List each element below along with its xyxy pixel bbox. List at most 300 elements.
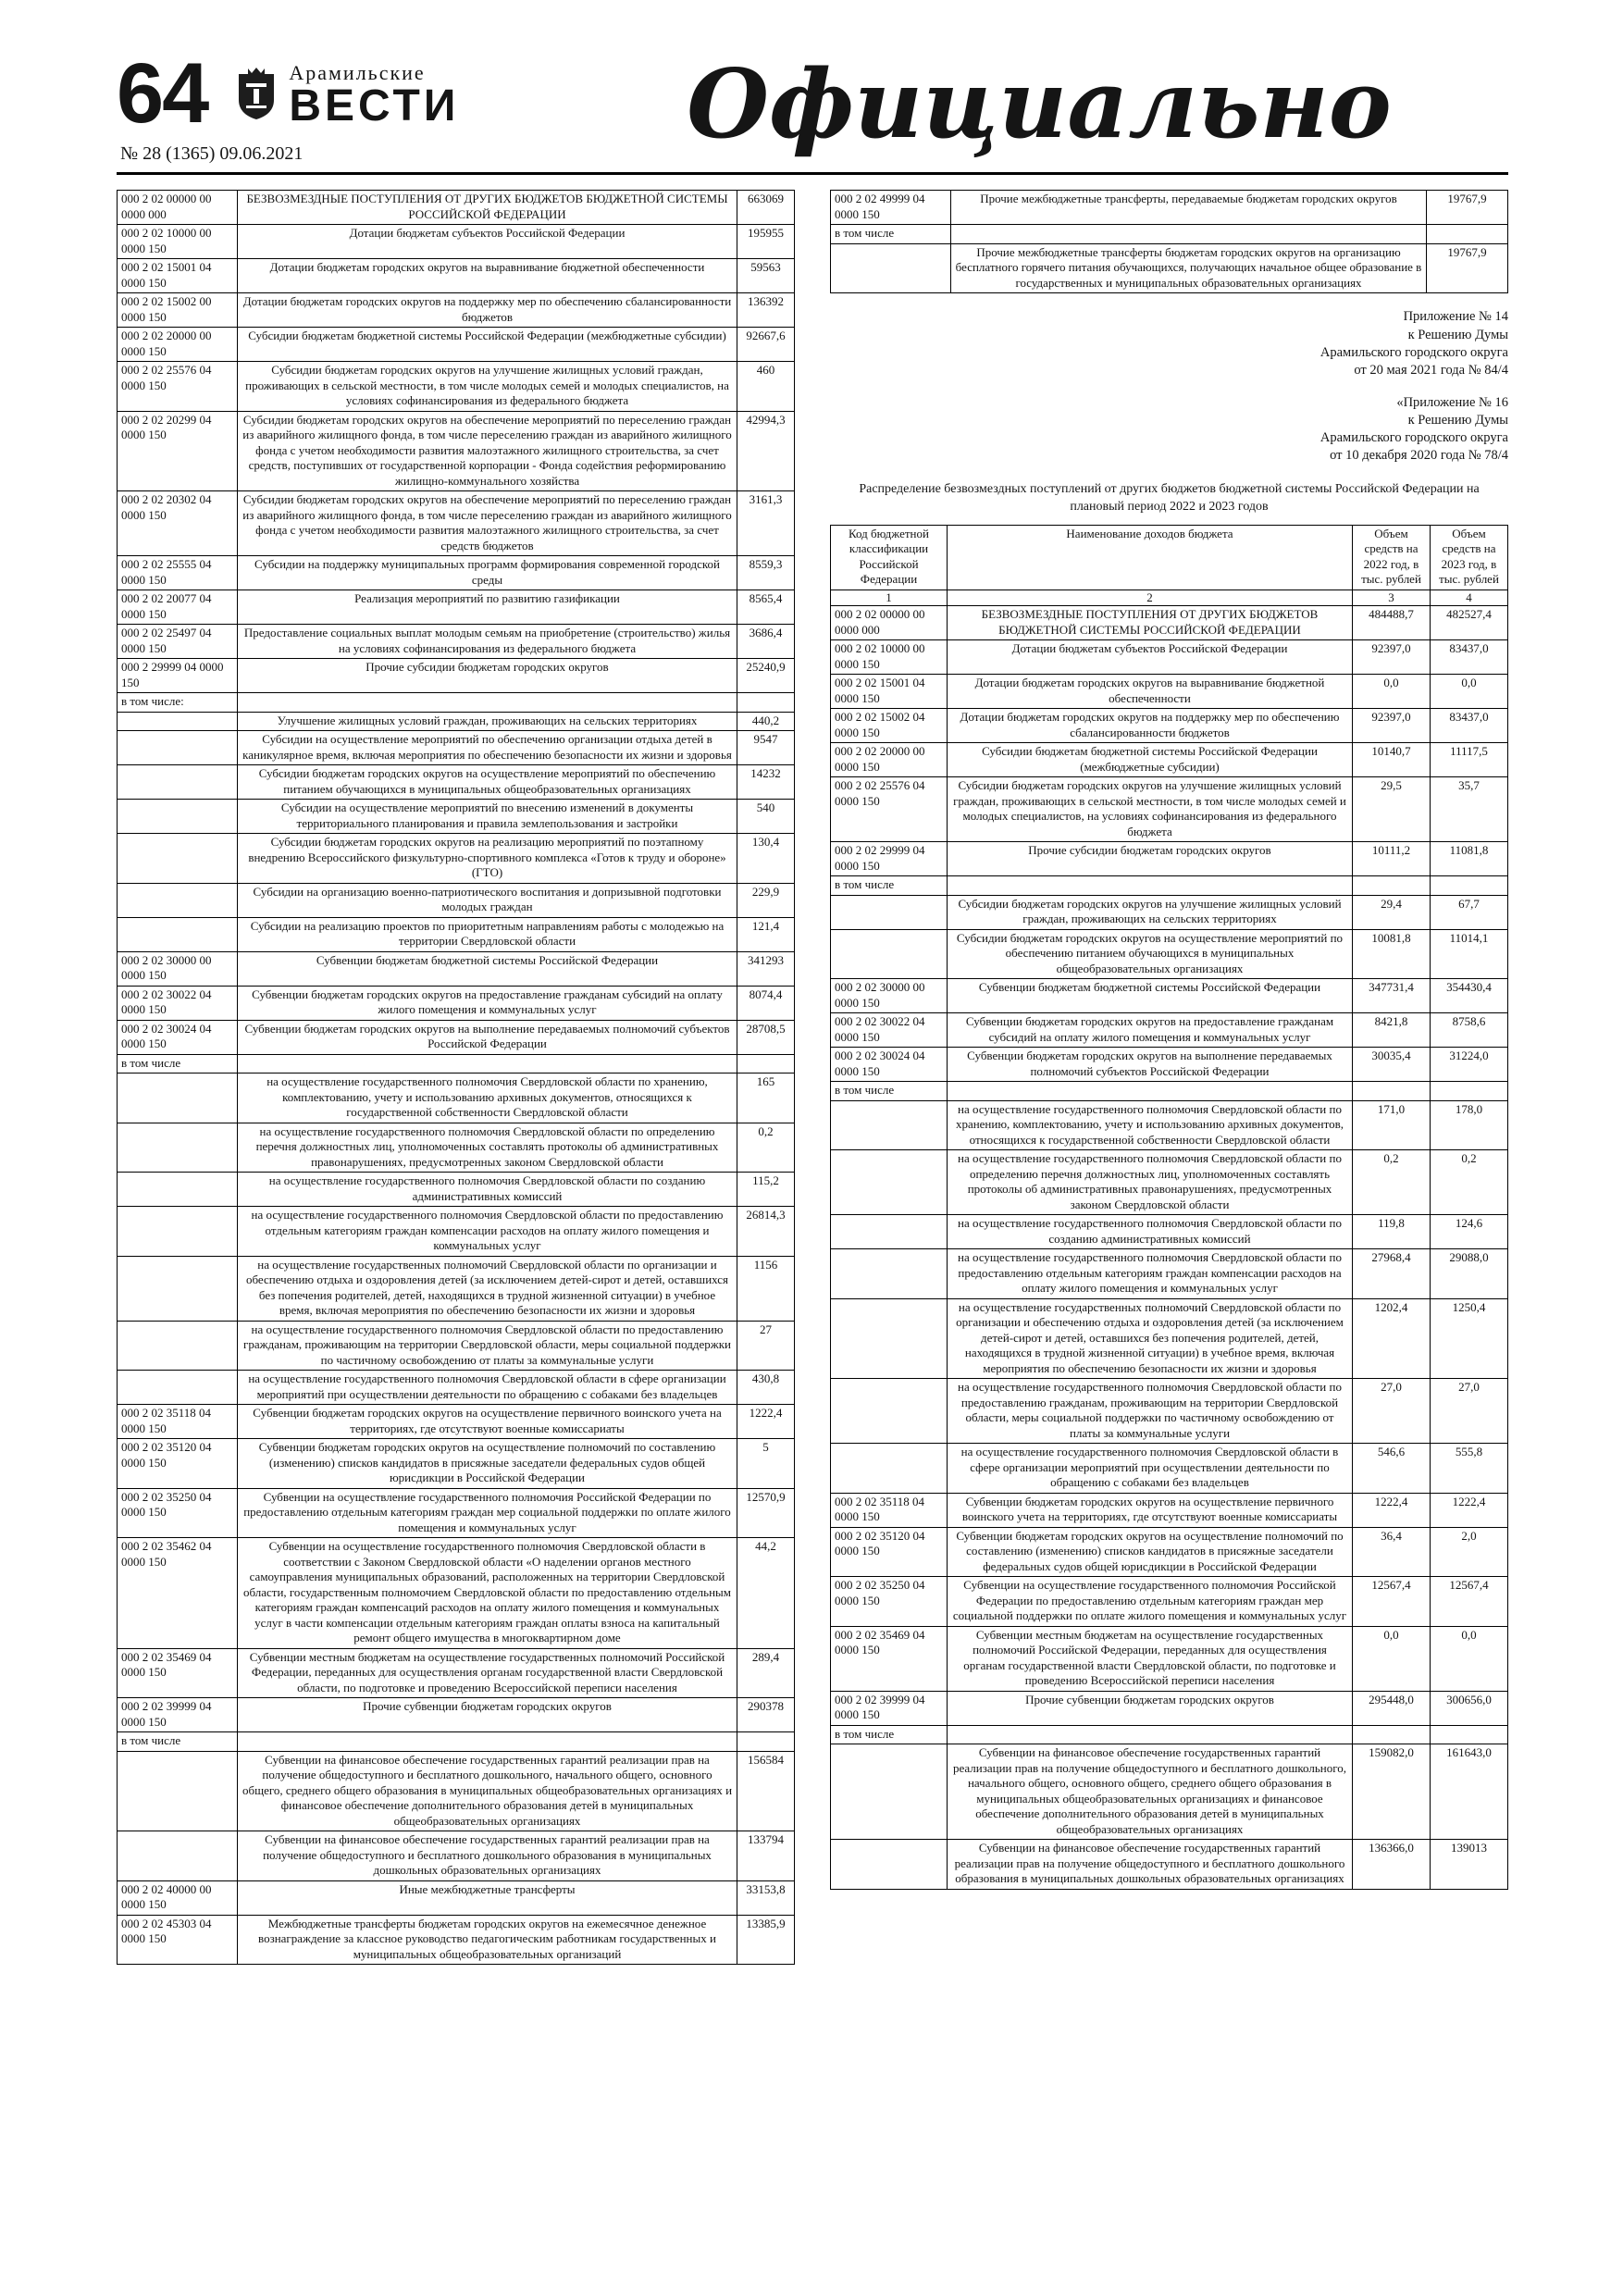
cell-a23: 555,8 bbox=[1431, 1444, 1508, 1494]
table-row bbox=[118, 191, 795, 225]
cell-a23: 139013 bbox=[1431, 1840, 1508, 1890]
cell-a22: 30035,4 bbox=[1353, 1048, 1431, 1082]
table-row bbox=[118, 1207, 795, 1257]
table-row bbox=[118, 800, 795, 834]
cell-desc: на осуществление государственного полномочия Свердловской области по хранению, комплектованию, учету и использованию архивных документов, относящихся к государственной собственности Свердловской области bbox=[238, 1074, 737, 1123]
cell-desc: Дотации бюджетам субъектов Российской Федерации bbox=[238, 225, 737, 259]
cell-desc: Дотации бюджетам городских округов на выравнивание бюджетной обеспеченности bbox=[238, 259, 737, 293]
table-row bbox=[831, 675, 1508, 709]
cell-amt: 12570,9 bbox=[737, 1488, 795, 1538]
cell-desc: на осуществление государственного полномочия Свердловской области по созданию административных комиссий bbox=[948, 1215, 1353, 1249]
cell-a23: 35,7 bbox=[1431, 777, 1508, 842]
cell-desc: Прочие субсидии бюджетам городских округов bbox=[948, 842, 1353, 876]
cell-code: 000 2 02 25576 04 0000 150 bbox=[118, 362, 238, 412]
table-row bbox=[118, 1371, 795, 1405]
cell-a22: 29,5 bbox=[1353, 777, 1431, 842]
cell-desc: на осуществление государственного полномочия Свердловской области в сфере организации мероприятий при осуществлении деятельности по обращению с собаками без владельцев bbox=[948, 1444, 1353, 1494]
budget-table-2021-continued bbox=[830, 190, 1508, 293]
cell-desc: Субвенции бюджетам городских округов на осуществление полномочий по составлению (изменению) списков кандидатов в присяжные заседатели федеральных судов общей юрисдикции в Российской Федерации bbox=[948, 1527, 1353, 1577]
cell-desc: Улучшение жилищных условий граждан, проживающих на сельских территориях bbox=[238, 712, 737, 731]
cell-desc: Субвенции бюджетам бюджетной системы Российской Федерации bbox=[948, 979, 1353, 1013]
cell-desc: Дотации бюджетам субъектов Российской Федерации bbox=[948, 640, 1353, 675]
cell-desc: Дотации бюджетам городских округов на поддержку мер по обеспечению сбалансированности бюджетов bbox=[238, 293, 737, 328]
cell-code: 000 2 02 39999 04 0000 150 bbox=[831, 1691, 948, 1725]
cell-code: 000 2 02 40000 00 0000 150 bbox=[118, 1880, 238, 1915]
cell-amt: 289,4 bbox=[737, 1648, 795, 1698]
table2-header-row bbox=[831, 525, 1508, 590]
cell-a22: 1222,4 bbox=[1353, 1493, 1431, 1527]
cell-code: 000 2 02 39999 04 0000 150 bbox=[118, 1698, 238, 1732]
table-row bbox=[831, 929, 1508, 979]
cell-a22: 12567,4 bbox=[1353, 1577, 1431, 1627]
table-row bbox=[118, 731, 795, 765]
cell-a23: 31224,0 bbox=[1431, 1048, 1508, 1082]
cell-amt: 9547 bbox=[737, 731, 795, 765]
table-row bbox=[118, 1488, 795, 1538]
table-row bbox=[118, 1915, 795, 1965]
table-row bbox=[118, 1074, 795, 1123]
cell-desc: Субвенции на финансовое обеспечение государственных гарантий реализации прав на получение общедоступного и бесплатного дошкольного образования в муниципальных дошкольных образовательных организациях bbox=[238, 1831, 737, 1881]
table-row bbox=[118, 1751, 795, 1831]
cell-desc: Субвенции бюджетам городских округов на выполнение передаваемых полномочий субъектов Российской Федерации bbox=[948, 1048, 1353, 1082]
table-row bbox=[831, 640, 1508, 675]
cell-a22: 36,4 bbox=[1353, 1527, 1431, 1577]
cell-amt: 130,4 bbox=[737, 834, 795, 884]
cell-a22: 10081,8 bbox=[1353, 929, 1431, 979]
cell-code bbox=[118, 834, 238, 884]
cell-code bbox=[831, 1215, 948, 1249]
cell-desc: Субвенции бюджетам бюджетной системы Российской Федерации bbox=[238, 951, 737, 986]
cell-a23: 124,6 bbox=[1431, 1215, 1508, 1249]
cell-amt: 133794 bbox=[737, 1831, 795, 1881]
cell-desc: Субсидии бюджетам городских округов на осуществление мероприятий по обеспечению питанием обучающихся в муниципальных общеобразовательных организациях bbox=[238, 765, 737, 800]
cell-a22: 92397,0 bbox=[1353, 640, 1431, 675]
cell-desc: Субвенции на финансовое обеспечение государственных гарантий реализации прав на получение общедоступного и бесплатного дошкольного, начального общего, основного общего, среднего общего образования в муниципальных общеобразовательных организациях и финансовое обеспечение дополнительного образования детей в муниципальных общеобразовательных организациях bbox=[948, 1744, 1353, 1840]
masthead bbox=[235, 61, 459, 128]
issue-line: № 28 (1365) 09.06.2021 bbox=[120, 143, 304, 165]
cell-code: 000 2 02 29999 04 0000 150 bbox=[831, 842, 948, 876]
table-row bbox=[118, 625, 795, 659]
cell-desc: Субсидии бюджетам бюджетной системы Российской Федерации (межбюджетные субсидии) bbox=[238, 328, 737, 362]
cell-desc: Субвенции бюджетам городских округов на осуществление первичного воинского учета на территориях, где отсутствуют военные комиссариаты bbox=[948, 1493, 1353, 1527]
cell-code bbox=[831, 1444, 948, 1494]
table-row bbox=[118, 712, 795, 731]
cell-desc: Субсидии на поддержку муниципальных программ формирования современной городской среды bbox=[238, 556, 737, 590]
cell-code bbox=[118, 1173, 238, 1207]
cell-amt: 121,4 bbox=[737, 917, 795, 951]
table-row bbox=[831, 243, 1508, 293]
cell-amt: 19767,9 bbox=[1427, 191, 1508, 225]
table-row bbox=[831, 1013, 1508, 1048]
annex-line: от 10 декабря 2020 года № 78/4 bbox=[1330, 448, 1508, 464]
cell-desc: Субвенции бюджетам городских округов на осуществление полномочий по составлению (изменению) списков кандидатов в присяжные заседатели федеральных судов общей юрисдикции в Российской Федерации bbox=[238, 1439, 737, 1489]
cell-a23: 27,0 bbox=[1431, 1379, 1508, 1444]
cell-desc: Субсидии бюджетам городских округов на улучшение жилищных условий граждан, проживающих на сельских территориях bbox=[948, 895, 1353, 929]
left-column bbox=[117, 190, 795, 1965]
cell-desc: на осуществление государственного полномочия Свердловской области по предоставлению отдельным категориям граждан компенсации расходов на оплату жилого помещения и коммунальных услуг bbox=[238, 1207, 737, 1257]
table-row bbox=[118, 1538, 795, 1649]
cell-code: 000 2 02 20299 04 0000 150 bbox=[118, 411, 238, 491]
table-row bbox=[118, 259, 795, 293]
table-row bbox=[831, 1527, 1508, 1577]
table2-header-2022: Объем средств на 2022 год, в тыс. рублей bbox=[1353, 525, 1431, 590]
cell-amt: 19767,9 bbox=[1427, 243, 1508, 293]
table-row bbox=[118, 986, 795, 1020]
cell-code: 000 2 02 25576 04 0000 150 bbox=[831, 777, 948, 842]
cell-a22: 347731,4 bbox=[1353, 979, 1431, 1013]
table-row bbox=[831, 1100, 1508, 1150]
section-row bbox=[831, 225, 1508, 244]
cell-a22: 1202,4 bbox=[1353, 1298, 1431, 1379]
table-row bbox=[831, 895, 1508, 929]
cell-amt: 14232 bbox=[737, 765, 795, 800]
cell-code: в том числе bbox=[831, 876, 948, 896]
cell-desc: на осуществление государственных полномочий Свердловской области по организации и обеспечению отдыха и оздоровления детей (за исключением детей-сирот и детей, оставшихся без попечения родителей, детей, находящихся в трудной жизненной ситуации) в учебное время, включая мероприятия по обеспечению безопасности их жизни и здоровья bbox=[238, 1256, 737, 1321]
table-row bbox=[118, 1698, 795, 1732]
table-row bbox=[118, 1648, 795, 1698]
cell-code bbox=[831, 929, 948, 979]
cell-a23: 11081,8 bbox=[1431, 842, 1508, 876]
cell-a22: 0,0 bbox=[1353, 675, 1431, 709]
header-top-row bbox=[117, 46, 598, 141]
cell-a22: 546,6 bbox=[1353, 1444, 1431, 1494]
right-column bbox=[830, 190, 1508, 1889]
table-row bbox=[831, 191, 1508, 225]
cell-code bbox=[118, 1123, 238, 1173]
section-row bbox=[831, 1725, 1508, 1744]
cell-desc: Субсидии на реализацию проектов по приоритетным направлениям работы с молодежью на территории Свердловской области bbox=[238, 917, 737, 951]
table2-header-2023: Объем средств на 2023 год, в тыс. рублей bbox=[1431, 525, 1508, 590]
cell-code bbox=[831, 1100, 948, 1150]
header-left-block bbox=[117, 46, 598, 165]
masthead-title: ВЕСТИ bbox=[289, 81, 460, 130]
column-number: 3 bbox=[1353, 590, 1431, 606]
cell-amt: 25240,9 bbox=[737, 659, 795, 693]
table-row bbox=[831, 1840, 1508, 1890]
cell-desc: на осуществление государственного полномочия Свердловской области в сфере организации мероприятий при осуществлении деятельности по обращению с собаками без владельцев bbox=[238, 1371, 737, 1405]
cell-a22: 171,0 bbox=[1353, 1100, 1431, 1150]
table-row bbox=[118, 411, 795, 491]
cell-code bbox=[831, 1744, 948, 1840]
cell-a22: 8421,8 bbox=[1353, 1013, 1431, 1048]
annex-note-14 bbox=[830, 308, 1508, 379]
table-row bbox=[831, 842, 1508, 876]
cell-desc: Предоставление социальных выплат молодым семьям на приобретение (строительство) жилья на условиях софинансирования из федерального бюджета bbox=[238, 625, 737, 659]
table-row bbox=[118, 1123, 795, 1173]
cell-desc: Дотации бюджетам городских округов на поддержку мер по обеспечению сбалансированности бюджетов bbox=[948, 709, 1353, 743]
cell-a22: 295448,0 bbox=[1353, 1691, 1431, 1725]
cell-code: в том числе: bbox=[118, 693, 238, 713]
cell-desc: Субвенции на осуществление государственного полномочия Свердловской области в соответствии с Законом Свердловской области «О наделении органов местного самоуправления муниципальных образований, расположенных на территории Свердловской области, государственным полномочием Свердловской области по предоставлению отдельным категориям граждан компенсаций расходов на оплату жилого помещения и коммунальных услуг в части компенсации отдельным категориям граждан оплаты взноса на капитальный ремонт общего имущества в многоквартирном доме bbox=[238, 1538, 737, 1649]
cell-desc: Субвенции на финансовое обеспечение государственных гарантий реализации прав на получение общедоступного и бесплатного дошкольного, начального общего, основного общего, среднего общего образования в муниципальных общеобразовательных организациях и финансовое обеспечение дополнительного образования детей в муниципальных общеобразовательных организациях bbox=[238, 1751, 737, 1831]
table-row bbox=[118, 659, 795, 693]
cell-amt: 460 bbox=[737, 362, 795, 412]
table-row bbox=[118, 951, 795, 986]
cell-amt bbox=[1427, 225, 1508, 244]
cell-code: 000 2 02 00000 00 0000 000 bbox=[118, 191, 238, 225]
table-row bbox=[118, 1880, 795, 1915]
column-number: 1 bbox=[831, 590, 948, 606]
cell-desc: Прочие межбюджетные трансферты, передаваемые бюджетам городских округов bbox=[951, 191, 1427, 225]
section-row bbox=[831, 1082, 1508, 1101]
cell-a22: 10111,2 bbox=[1353, 842, 1431, 876]
cell-code: 000 2 02 35118 04 0000 150 bbox=[118, 1405, 238, 1439]
cell-a23: 2,0 bbox=[1431, 1527, 1508, 1577]
cell-code bbox=[831, 1379, 948, 1444]
cell-code: 000 2 02 30022 04 0000 150 bbox=[118, 986, 238, 1020]
table-row bbox=[831, 979, 1508, 1013]
budget-table-2021 bbox=[117, 190, 795, 1965]
cell-a22 bbox=[1353, 1082, 1431, 1101]
table-row bbox=[831, 743, 1508, 777]
cell-amt: 27 bbox=[737, 1321, 795, 1371]
cell-a22: 136366,0 bbox=[1353, 1840, 1431, 1890]
cell-desc bbox=[238, 1732, 737, 1752]
cell-desc bbox=[951, 225, 1427, 244]
cell-code bbox=[831, 1298, 948, 1379]
cell-desc: на осуществление государственного полномочия Свердловской области по определению перечня должностных лиц, уполномоченных составлять протоколы об административных правонарушениях, предусмотренных законом Свердловской области bbox=[238, 1123, 737, 1173]
cell-a23: 8758,6 bbox=[1431, 1013, 1508, 1048]
table-row bbox=[831, 709, 1508, 743]
cell-desc: на осуществление государственного полномочия Свердловской области по предоставлению гражданам, проживающим на территории Свердловской области, меры социальной поддержки по частичному освобождению от платы за коммунальные услуги bbox=[948, 1379, 1353, 1444]
cell-amt: 3161,3 bbox=[737, 491, 795, 556]
cell-amt: 430,8 bbox=[737, 1371, 795, 1405]
column-number: 4 bbox=[1431, 590, 1508, 606]
cell-a23: 1250,4 bbox=[1431, 1298, 1508, 1379]
cell-desc: Субсидии бюджетам городских округов на осуществление мероприятий по обеспечению питанием обучающихся в муниципальных общеобразовательных организациях bbox=[948, 929, 1353, 979]
cell-code bbox=[118, 883, 238, 917]
content-columns bbox=[117, 190, 1508, 1965]
cell-code: 000 2 29999 04 0000 150 bbox=[118, 659, 238, 693]
cell-code: 000 2 02 20000 00 0000 150 bbox=[118, 328, 238, 362]
cell-code bbox=[831, 895, 948, 929]
cell-desc: БЕЗВОЗМЕЗДНЫЕ ПОСТУПЛЕНИЯ ОТ ДРУГИХ БЮДЖЕТОВ БЮДЖЕТНОЙ СИСТЕМЫ РОССИЙСКОЙ ФЕДЕРАЦИИ bbox=[238, 191, 737, 225]
table-row bbox=[118, 225, 795, 259]
cell-amt: 13385,9 bbox=[737, 1915, 795, 1965]
masthead-city: Арамильские bbox=[289, 61, 426, 84]
cell-desc: Субсидии бюджетам городских округов на реализацию мероприятий по поэтапному внедрению Всероссийского физкультурно-спортивного комплекса «Готов к труду и обороне» (ГТО) bbox=[238, 834, 737, 884]
cell-amt: 1222,4 bbox=[737, 1405, 795, 1439]
cell-desc: Субсидии на осуществление мероприятий по обеспечению организации отдыха детей в каникулярное время, включая мероприятия по обеспечению безопасности их жизни и здоровья bbox=[238, 731, 737, 765]
cell-desc: Реализация мероприятий по развитию газификации bbox=[238, 590, 737, 625]
cell-code: 000 2 02 35462 04 0000 150 bbox=[118, 1538, 238, 1649]
cell-desc: Иные межбюджетные трансферты bbox=[238, 1880, 737, 1915]
cell-a23: 11014,1 bbox=[1431, 929, 1508, 979]
cell-a23: 83437,0 bbox=[1431, 709, 1508, 743]
table-row bbox=[831, 1626, 1508, 1691]
cell-code: 000 2 02 15002 04 0000 150 bbox=[831, 709, 948, 743]
cell-desc: Субвенции бюджетам городских округов на осуществление первичного воинского учета на территориях, где отсутствуют военные комиссариаты bbox=[238, 1405, 737, 1439]
cell-desc: на осуществление государственного полномочия Свердловской области по хранению, комплектованию, учету и использованию архивных документов, относящихся к государственной собственности Свердловской области bbox=[948, 1100, 1353, 1150]
cell-desc: Субсидии бюджетам городских округов на обеспечение мероприятий по переселению граждан из аварийного жилищного фонда, в том числе переселению граждан из аварийного жилищного фонда с учетом необходимости развития малоэтажного жилищного строительства, за счет средств бюджетов bbox=[238, 491, 737, 556]
cell-amt: 44,2 bbox=[737, 1538, 795, 1649]
cell-code bbox=[118, 1074, 238, 1123]
cell-desc bbox=[238, 693, 737, 713]
cell-code bbox=[118, 1321, 238, 1371]
table-row bbox=[118, 556, 795, 590]
cell-code bbox=[831, 1249, 948, 1299]
cell-code: в том числе bbox=[831, 1082, 948, 1101]
cell-code: в том числе bbox=[118, 1732, 238, 1752]
cell-code bbox=[118, 712, 238, 731]
cell-a23: 67,7 bbox=[1431, 895, 1508, 929]
cell-a22: 0,2 bbox=[1353, 1150, 1431, 1215]
cell-a23: 178,0 bbox=[1431, 1100, 1508, 1150]
table-row bbox=[831, 1493, 1508, 1527]
annex-line: от 20 мая 2021 года № 84/4 bbox=[1354, 362, 1508, 378]
cell-amt: 165 bbox=[737, 1074, 795, 1123]
cell-code: 000 2 02 00000 00 0000 000 bbox=[831, 606, 948, 640]
section-row bbox=[118, 693, 795, 713]
cell-code bbox=[118, 1751, 238, 1831]
annex-line: Арамильского городского округа bbox=[1319, 344, 1508, 360]
cell-code: 000 2 02 30024 04 0000 150 bbox=[831, 1048, 948, 1082]
cell-amt: 341293 bbox=[737, 951, 795, 986]
cell-code: 000 2 02 10000 00 0000 150 bbox=[118, 225, 238, 259]
cell-a22: 27968,4 bbox=[1353, 1249, 1431, 1299]
cell-amt: 290378 bbox=[737, 1698, 795, 1732]
cell-code bbox=[831, 243, 951, 293]
cell-desc: на осуществление государственного полномочия Свердловской области по определению перечня должностных лиц, уполномоченных составлять протоколы об административных правонарушениях, предусмотренных законом Свердловской области bbox=[948, 1150, 1353, 1215]
cell-code: в том числе bbox=[831, 1725, 948, 1744]
cell-amt: 540 bbox=[737, 800, 795, 834]
budget-table-2022-2023 bbox=[830, 525, 1508, 1890]
cell-code: 000 2 02 20000 00 0000 150 bbox=[831, 743, 948, 777]
cell-a22: 27,0 bbox=[1353, 1379, 1431, 1444]
cell-desc: Субвенции местным бюджетам на осуществление государственных полномочий Российской Федерации, переданных для осуществления органам государственной власти Свердловской области, по подготовке и проведению Всероссийской переписи населения bbox=[238, 1648, 737, 1698]
cell-code bbox=[118, 1831, 238, 1881]
cell-desc: Субвенции местным бюджетам на осуществление государственных полномочий Российской Федерации, переданных для осуществления органам государственной власти Свердловской области, по подготовке и проведению Всероссийской переписи населения bbox=[948, 1626, 1353, 1691]
cell-amt: 42994,3 bbox=[737, 411, 795, 491]
cell-amt: 229,9 bbox=[737, 883, 795, 917]
table-row bbox=[118, 1321, 795, 1371]
cell-code bbox=[118, 731, 238, 765]
cell-a23: 29088,0 bbox=[1431, 1249, 1508, 1299]
cell-a23: 83437,0 bbox=[1431, 640, 1508, 675]
page-header bbox=[117, 46, 1508, 165]
cell-code: 000 2 02 35120 04 0000 150 bbox=[118, 1439, 238, 1489]
cell-desc: на осуществление государственного полномочия Свердловской области по предоставлению отдельным категориям граждан компенсации расходов на оплату жилого помещения и коммунальных услуг bbox=[948, 1249, 1353, 1299]
masthead-text bbox=[289, 61, 459, 128]
cell-desc bbox=[948, 876, 1353, 896]
cell-amt: 28708,5 bbox=[737, 1020, 795, 1054]
column-number: 2 bbox=[948, 590, 1353, 606]
cell-desc bbox=[948, 1725, 1353, 1744]
annex-line: к Решению Думы bbox=[1407, 413, 1508, 428]
cell-code: 000 2 02 15001 04 0000 150 bbox=[118, 259, 238, 293]
table-row bbox=[118, 1405, 795, 1439]
cell-desc: Субсидии бюджетам бюджетной системы Российской Федерации (межбюджетные субсидии) bbox=[948, 743, 1353, 777]
table-row bbox=[118, 917, 795, 951]
cell-desc: Дотации бюджетам городских округов на выравнивание бюджетной обеспеченности bbox=[948, 675, 1353, 709]
cell-amt: 0,2 bbox=[737, 1123, 795, 1173]
table-row bbox=[831, 1744, 1508, 1840]
cell-code: 000 2 02 35118 04 0000 150 bbox=[831, 1493, 948, 1527]
cell-code bbox=[118, 800, 238, 834]
section-title: Официально bbox=[687, 49, 1392, 160]
table-row bbox=[831, 1249, 1508, 1299]
cell-desc: Субсидии бюджетам городских округов на обеспечение мероприятий по переселению граждан из аварийного жилищного фонда, в том числе переселению граждан из аварийного жилищного фонда с учетом необходимости развития малоэтажного жилищного строительства, за счет средств, поступивших от государственной корпорации - Фонда содействия реформированию жилищно-коммунального хозяйства bbox=[238, 411, 737, 491]
cell-code: 000 2 02 49999 04 0000 150 bbox=[831, 191, 951, 225]
table-row bbox=[831, 1150, 1508, 1215]
cell-code: 000 2 02 15002 00 0000 150 bbox=[118, 293, 238, 328]
cell-a23: 482527,4 bbox=[1431, 606, 1508, 640]
table-row bbox=[831, 1691, 1508, 1725]
cell-desc bbox=[948, 1082, 1353, 1101]
table2-header-code: Код бюджетной классификации Российской Федерации bbox=[831, 525, 948, 590]
cell-desc: на осуществление государственных полномочий Свердловской области по организации и обеспечению отдыха и оздоровления детей (за исключением детей-сирот и детей, оставшихся без попечения родителей, детей, находящихся в трудной жизненной ситуации) в учебное время, включая мероприятия по обеспечению безопасности их жизни и здоровья bbox=[948, 1298, 1353, 1379]
cell-code bbox=[118, 765, 238, 800]
cell-code: 000 2 02 45303 04 0000 150 bbox=[118, 1915, 238, 1965]
cell-code: 000 2 02 30000 00 0000 150 bbox=[118, 951, 238, 986]
cell-amt bbox=[737, 1054, 795, 1074]
cell-amt: 156584 bbox=[737, 1751, 795, 1831]
cell-amt: 195955 bbox=[737, 225, 795, 259]
cell-code: 000 2 02 35120 04 0000 150 bbox=[831, 1527, 948, 1577]
cell-code bbox=[118, 1207, 238, 1257]
cell-a23: 161643,0 bbox=[1431, 1744, 1508, 1840]
cell-amt: 8565,4 bbox=[737, 590, 795, 625]
section-row bbox=[831, 876, 1508, 896]
cell-code: 000 2 02 30000 00 0000 150 bbox=[831, 979, 948, 1013]
cell-a22: 29,4 bbox=[1353, 895, 1431, 929]
table2-header-name: Наименование доходов бюджета bbox=[948, 525, 1353, 590]
cell-code: 000 2 02 30024 04 0000 150 bbox=[118, 1020, 238, 1054]
cell-amt: 8559,3 bbox=[737, 556, 795, 590]
cell-amt: 1156 bbox=[737, 1256, 795, 1321]
cell-desc: Субсидии бюджетам городских округов на улучшение жилищных условий граждан, проживающих в сельской местности, в том числе молодых семей и молодых специалистов, на условиях софинансирования из федерального бюджета bbox=[948, 777, 1353, 842]
cell-desc: на осуществление государственного полномочия Свердловской области по созданию административных комиссий bbox=[238, 1173, 737, 1207]
cell-code: в том числе bbox=[118, 1054, 238, 1074]
cell-a22: 92397,0 bbox=[1353, 709, 1431, 743]
cell-amt bbox=[737, 1732, 795, 1752]
table-row bbox=[118, 1831, 795, 1881]
cell-desc: Субвенции на осуществление государственного полномочия Российской Федерации по предоставлению отдельным категориям граждан мер социальной поддержки по оплате жилого помещения и коммунальных услуг bbox=[238, 1488, 737, 1538]
cell-a23 bbox=[1431, 1082, 1508, 1101]
cell-code bbox=[831, 1150, 948, 1215]
cell-a22: 159082,0 bbox=[1353, 1744, 1431, 1840]
cell-desc: Прочие субвенции бюджетам городских округов bbox=[238, 1698, 737, 1732]
cell-amt: 136392 bbox=[737, 293, 795, 328]
cell-desc bbox=[238, 1054, 737, 1074]
cell-amt: 33153,8 bbox=[737, 1880, 795, 1915]
cell-code: 000 2 02 25497 04 0000 150 bbox=[118, 625, 238, 659]
cell-code bbox=[118, 1256, 238, 1321]
table-row bbox=[831, 606, 1508, 640]
table-row bbox=[831, 1444, 1508, 1494]
cell-desc: Субвенции бюджетам городских округов на предоставление гражданам субсидий на оплату жилого помещения и коммунальных услуг bbox=[948, 1013, 1353, 1048]
cell-desc: Субвенции на осуществление государственного полномочия Российской Федерации по предоставлению отдельным категориям граждан мер социальной поддержки по оплате жилого помещения и коммунальных услуг bbox=[948, 1577, 1353, 1627]
cell-amt: 5 bbox=[737, 1439, 795, 1489]
cell-code: 000 2 02 25555 04 0000 150 bbox=[118, 556, 238, 590]
cell-desc: Межбюджетные трансферты бюджетам городских округов на ежемесячное денежное вознаграждение за классное руководство педагогическим работникам государственных и муниципальных общеобразовательных организаций bbox=[238, 1915, 737, 1965]
cell-code: 000 2 02 20077 04 0000 150 bbox=[118, 590, 238, 625]
cell-desc: Субвенции бюджетам городских округов на предоставление гражданам субсидий на оплату жилого помещения и коммунальных услуг bbox=[238, 986, 737, 1020]
cell-desc: на осуществление государственного полномочия Свердловской области по предоставлению гражданам, проживающим на территории Свердловской области, меры социальной поддержки по частичному освобождению от платы за коммунальные услуги bbox=[238, 1321, 737, 1371]
cell-code: 000 2 02 35469 04 0000 150 bbox=[118, 1648, 238, 1698]
cell-code: 000 2 02 30022 04 0000 150 bbox=[831, 1013, 948, 1048]
cell-desc: Субвенции на финансовое обеспечение государственных гарантий реализации прав на получение общедоступного и бесплатного дошкольного образования в муниципальных дошкольных образовательных организациях bbox=[948, 1840, 1353, 1890]
annex-line: «Приложение № 16 bbox=[1396, 394, 1508, 410]
section-row bbox=[118, 1054, 795, 1074]
table-row bbox=[118, 362, 795, 412]
cell-desc: БЕЗВОЗМЕЗДНЫЕ ПОСТУПЛЕНИЯ ОТ ДРУГИХ БЮДЖЕТОВ БЮДЖЕТНОЙ СИСТЕМЫ РОССИЙСКОЙ ФЕДЕРАЦИИ bbox=[948, 606, 1353, 640]
coat-of-arms-icon bbox=[235, 67, 278, 122]
annex-line: Приложение № 14 bbox=[1403, 309, 1508, 325]
table-row bbox=[118, 765, 795, 800]
cell-code: 000 2 02 20302 04 0000 150 bbox=[118, 491, 238, 556]
table-row bbox=[831, 1577, 1508, 1627]
